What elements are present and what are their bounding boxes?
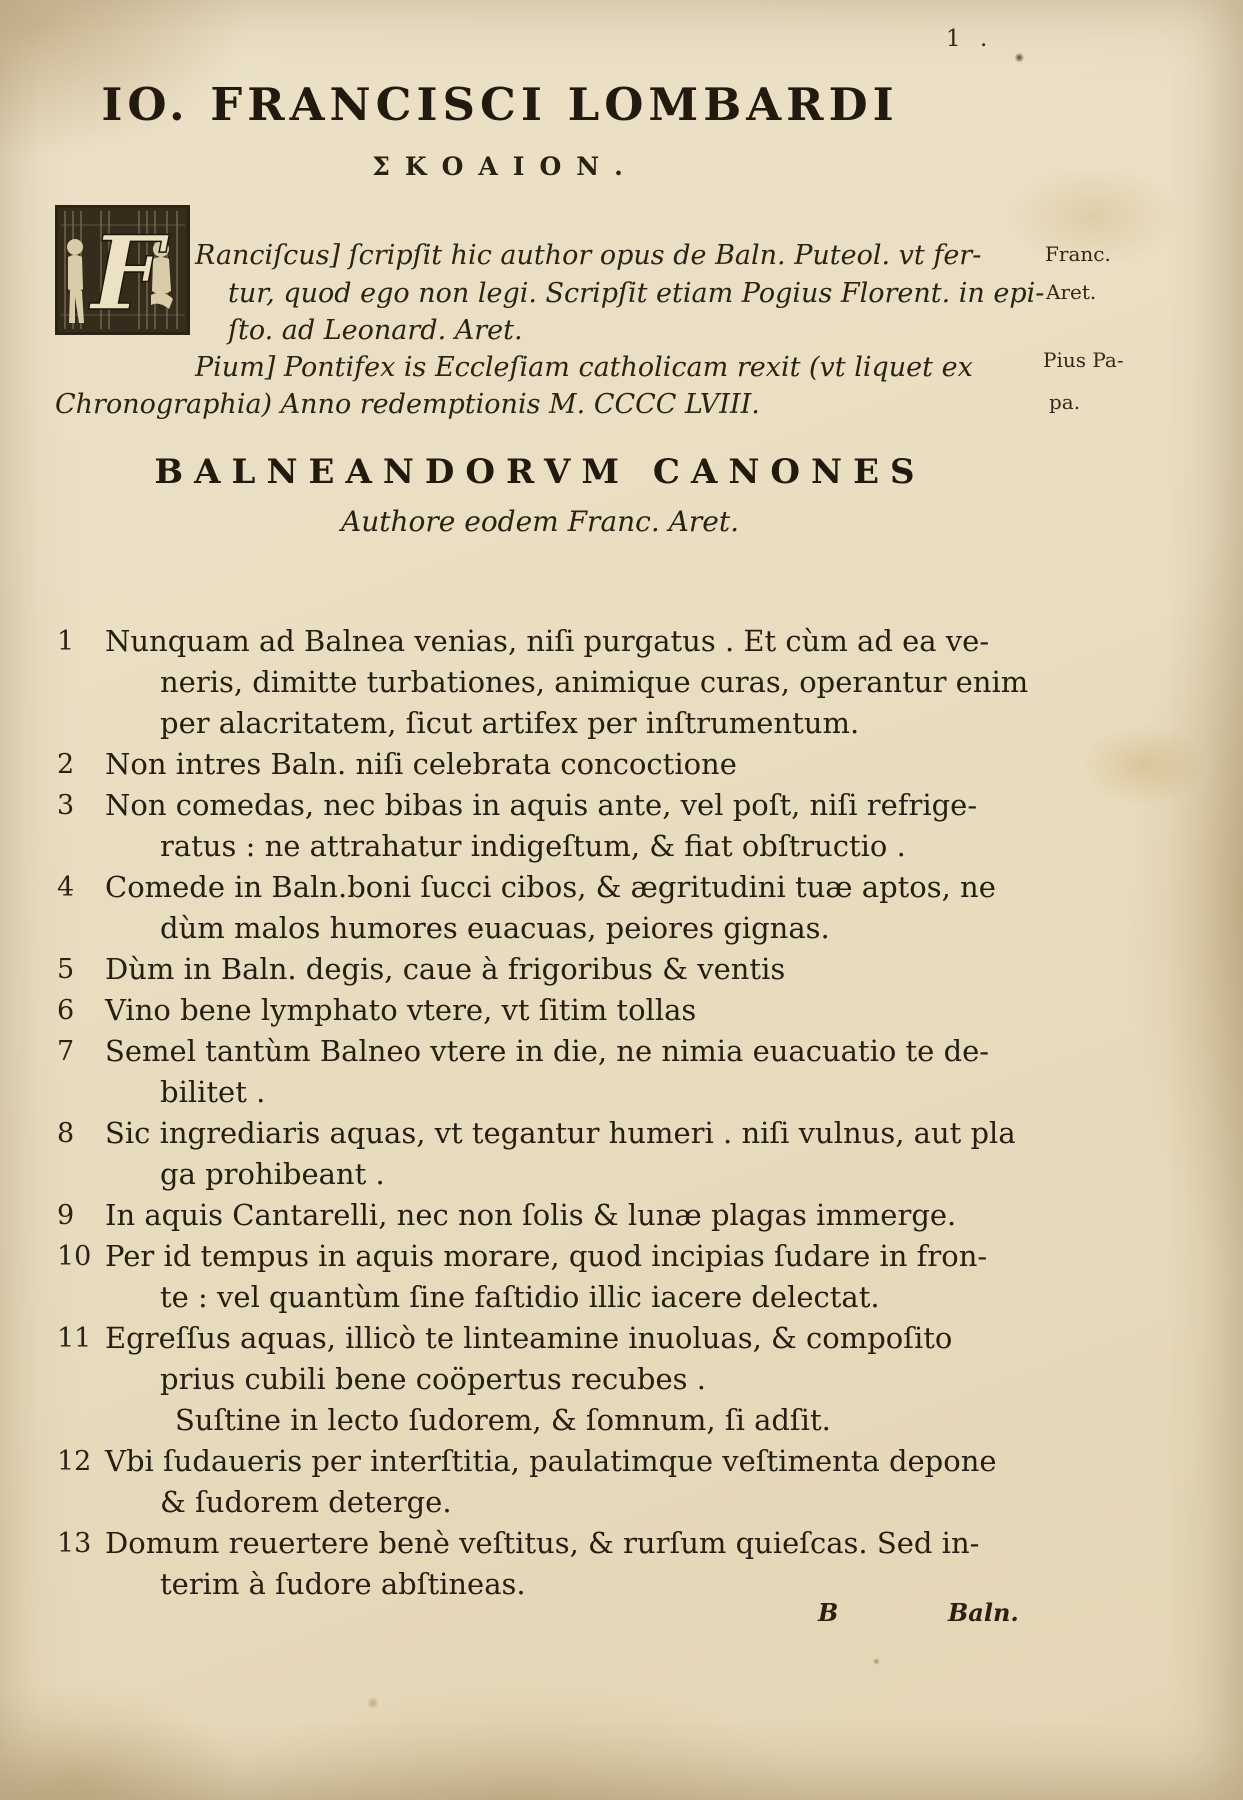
marginal-note: Aret. (1046, 280, 1097, 304)
canon-number: 8 (57, 1118, 75, 1149)
canon-line: Egreſſus aquas, illicò te linteamine inuoluas, & compoſito (105, 1321, 953, 1355)
marginal-note: Pius Pa- (1043, 348, 1124, 372)
marginal-note: Franc. (1045, 242, 1111, 266)
canon-item (55, 1113, 1055, 1195)
canon-line: Sic ingrediaris aquas, vt tegantur humeri . niſi vulnus, aut pla (105, 1116, 1016, 1150)
canon-line: ratus : ne attrahatur indigeſtum, & fiat obſtructio . (160, 829, 906, 863)
canon-item (55, 1441, 1055, 1523)
canon-line: te : vel quantùm ſine faſtidio illic iacere delectat. (160, 1280, 880, 1314)
canon-number: 2 (57, 749, 75, 780)
canon-item (55, 1523, 1055, 1605)
canon-number: 7 (57, 1036, 75, 1067)
canon-number: 6 (57, 995, 75, 1026)
canon-line: per alacritatem, ſicut artifex per inſtrumentum. (160, 706, 860, 740)
canon-line: Vino bene lymphato vtere, vt ſitim tollas (105, 993, 697, 1027)
canon-item (55, 867, 1055, 949)
commentary-line: Ranciſcus] ſcripſit hic author opus de Baln. Puteol. vt fer- (195, 240, 982, 271)
commentary-line: Chronographia) Anno redemptionis M. CCCC LVIII. (55, 389, 760, 420)
canon-line: & ſudorem deterge. (160, 1485, 452, 1519)
canon-line: prius cubili bene coöpertus recubes . (160, 1362, 706, 1396)
canon-line: Domum reuertere benè veſtitus, & rurſum quieſcas. Sed in- (105, 1526, 980, 1560)
canon-line: neris, dimitte turbationes, animique curas, operantur enim (160, 665, 1029, 699)
canon-number: 4 (57, 872, 75, 903)
svg-text:F: F (91, 214, 164, 334)
canon-line: Nunquam ad Balnea venias, niſi purgatus . Et cùm ad ea ve- (105, 624, 990, 658)
canon-line: Vbi ſudaueris per interſtitia, paulatimque veſtimenta depone (105, 1444, 997, 1478)
canon-item (55, 990, 1055, 1031)
canon-line: terim à ſudore abſtineas. (160, 1567, 526, 1601)
canon-number: 5 (57, 954, 75, 985)
canon-line: bilitet . (160, 1075, 266, 1109)
canon-item (55, 744, 1055, 785)
canons-list (55, 621, 1055, 1605)
canon-number: 3 (57, 790, 75, 821)
section-subtitle: Authore eodem Franc. Aret. (341, 505, 739, 538)
canon-line: Non comedas, nec bibas in aquis ante, vel poſt, niſi refrige- (105, 788, 978, 822)
page-number: 1 . (946, 26, 994, 52)
canon-number: 13 (57, 1528, 92, 1559)
canon-item (55, 621, 1055, 744)
canon-item (55, 949, 1055, 990)
canon-item (55, 785, 1055, 867)
canon-line: Comede in Baln.boni ſucci cibos, & ægritudini tuæ aptos, ne (105, 870, 996, 904)
signature-mark: B (818, 1598, 839, 1627)
commentary-line: tur, quod ego non legi. Scripſit etiam Pogius Florent. in epi- (228, 278, 1045, 309)
canon-line: dùm malos humores euacuas, peiores gignas. (160, 911, 830, 945)
commentary-line: ſto. ad Leonard. Aret. (228, 315, 523, 346)
canon-line: Non intres Baln. niſi celebrata concoctione (105, 747, 737, 781)
canon-item (55, 1318, 1055, 1441)
marginal-note: pa. (1049, 390, 1081, 414)
canon-item (55, 1236, 1055, 1318)
canon-number: 10 (57, 1241, 92, 1272)
woodcut-initial-F (55, 205, 190, 335)
canon-line: Dùm in Baln. degis, caue à frigoribus & ventis (105, 952, 786, 986)
section-heading: BALNEANDORVM CANONES (154, 452, 926, 492)
canon-number: 9 (57, 1200, 75, 1231)
canon-item (55, 1195, 1055, 1236)
catchword: Baln. (948, 1598, 1019, 1627)
canon-number: 1 (57, 626, 75, 657)
canon-line: In aquis Cantarelli, nec non ſolis & lunæ plagas immerge. (105, 1198, 957, 1232)
canon-line: Semel tantùm Balneo vtere in die, ne nimia euacuatio te de- (105, 1034, 990, 1068)
canon-number: 12 (57, 1446, 92, 1477)
canon-line: ga prohibeant . (160, 1157, 385, 1191)
canon-line: Per id tempus in aquis morare, quod incipias ſudare in fron- (105, 1239, 988, 1273)
greek-subtitle: ΣΚΟΑΙΟΝ. (372, 152, 638, 181)
commentary-line: Pium] Pontifex is Eccleſiam catholicam rexit (vt liquet ex (195, 352, 973, 383)
canon-item (55, 1031, 1055, 1113)
canon-line: Suſtine in lecto ſudorem, & ſomnum, ſi adſit. (175, 1403, 831, 1437)
canon-number: 11 (57, 1323, 92, 1354)
page-title: IO. FRANCISCI LOMBARDI (101, 78, 899, 131)
